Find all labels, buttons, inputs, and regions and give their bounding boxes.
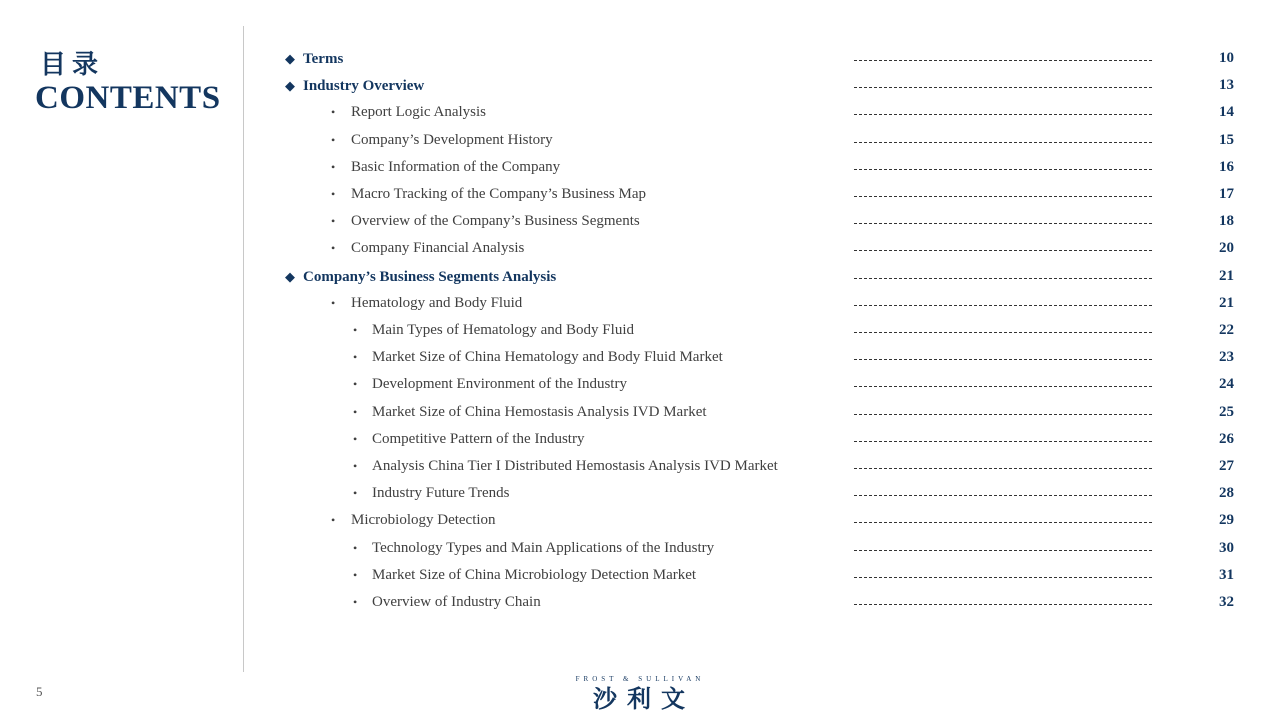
dot-bullet-icon: • — [331, 513, 336, 527]
dotted-leader — [854, 604, 1152, 605]
dotted-leader — [854, 278, 1152, 279]
toc-page-number: 20 — [1219, 240, 1234, 256]
dot-bullet-icon: • — [353, 541, 358, 555]
dot-bullet-icon: • — [331, 160, 336, 174]
dotted-leader — [854, 250, 1152, 251]
toc-entry[interactable] — [0, 480, 1280, 507]
dot-bullet-icon: • — [353, 595, 358, 609]
toc-entry[interactable] — [0, 371, 1280, 398]
dotted-leader — [854, 577, 1152, 578]
toc-entry-text: Market Size of China Microbiology Detection Market — [372, 567, 697, 583]
toc-page-number: 27 — [1219, 458, 1234, 474]
toc-entry-text: Main Types of Hematology and Body Fluid — [372, 322, 634, 338]
toc-entry-label — [331, 235, 524, 262]
toc-entry-label — [285, 72, 424, 100]
dotted-leader — [854, 386, 1152, 387]
toc-entry-label — [331, 99, 486, 126]
toc-entry[interactable] — [0, 399, 1280, 426]
dot-bullet-icon: • — [331, 214, 336, 228]
toc-page-number: 17 — [1219, 186, 1234, 202]
toc-entry-text: Terms — [303, 51, 344, 67]
toc-entry[interactable] — [0, 45, 1280, 72]
toc-entry[interactable] — [0, 263, 1280, 290]
toc-entry-label — [353, 371, 627, 398]
toc-entry[interactable] — [0, 72, 1280, 99]
toc-entry-text: Industry Future Trends — [372, 485, 510, 501]
toc-entry[interactable] — [0, 235, 1280, 262]
dot-bullet-icon: • — [353, 459, 358, 473]
toc-entry[interactable] — [0, 426, 1280, 453]
toc-entry-label — [331, 181, 646, 208]
dot-bullet-icon: • — [353, 568, 358, 582]
toc-entry[interactable] — [0, 127, 1280, 154]
toc-entry[interactable] — [0, 535, 1280, 562]
toc-entry-label — [353, 589, 541, 616]
dotted-leader — [854, 60, 1152, 61]
toc-entry-label — [353, 344, 723, 371]
page-title-cn: 目录 — [40, 50, 105, 80]
toc-entry-text: Company Financial Analysis — [351, 240, 525, 256]
page-number: 5 — [36, 684, 43, 699]
toc-entry-label — [353, 453, 778, 480]
toc-entry-label — [353, 562, 696, 589]
toc-entry[interactable] — [0, 181, 1280, 208]
toc-page-number: 21 — [1219, 268, 1234, 284]
dotted-leader — [854, 414, 1152, 415]
toc-entry-text: Company’s Business Segments Analysis — [303, 269, 557, 285]
toc-entry-label — [331, 208, 640, 235]
dotted-leader — [854, 550, 1152, 551]
toc-entry[interactable] — [0, 453, 1280, 480]
logo-text-cn: 沙利文 — [593, 685, 695, 713]
toc-page-number: 22 — [1219, 322, 1234, 338]
dot-bullet-icon: • — [353, 377, 358, 391]
toc-entry[interactable] — [0, 344, 1280, 371]
toc-entry-text: Development Environment of the Industry — [372, 376, 627, 392]
toc-page-number: 21 — [1219, 295, 1234, 311]
toc-page-number: 18 — [1219, 213, 1234, 229]
toc-page-number: 29 — [1219, 512, 1234, 528]
toc-page-number: 26 — [1219, 431, 1234, 447]
toc-entry[interactable] — [0, 507, 1280, 534]
toc-entry-label — [285, 263, 556, 291]
toc-page-number: 15 — [1219, 132, 1234, 148]
toc-page-number: 13 — [1219, 77, 1234, 93]
dot-bullet-icon: • — [353, 350, 358, 364]
dotted-leader — [854, 305, 1152, 306]
diamond-bullet-icon: ◆ — [285, 78, 295, 93]
toc-entry-label — [353, 399, 707, 426]
toc-entry-text: Competitive Pattern of the Industry — [372, 431, 585, 447]
toc-entry[interactable] — [0, 290, 1280, 317]
toc-entry-text: Company’s Development History — [351, 132, 553, 148]
dot-bullet-icon: • — [353, 405, 358, 419]
toc-entry-label — [353, 535, 714, 562]
dotted-leader — [854, 332, 1152, 333]
toc-entry-label — [331, 290, 522, 317]
dot-bullet-icon: • — [331, 241, 336, 255]
toc-entry[interactable] — [0, 208, 1280, 235]
toc-page-number: 30 — [1219, 540, 1234, 556]
dotted-leader — [854, 114, 1152, 115]
page-title: CONTENTS — [35, 80, 221, 116]
toc-entry-label — [353, 317, 634, 344]
toc-entry-text: Market Size of China Hemostasis Analysis IVD Market — [372, 404, 707, 420]
toc-page-number: 16 — [1219, 159, 1234, 175]
dotted-leader — [854, 441, 1152, 442]
dotted-leader — [854, 522, 1152, 523]
toc-page-number: 25 — [1219, 404, 1234, 420]
dot-bullet-icon: • — [353, 323, 358, 337]
toc-entry-label — [331, 127, 553, 154]
diamond-bullet-icon: ◆ — [285, 269, 295, 284]
frost-sullivan-logo — [560, 674, 720, 714]
dotted-leader — [854, 468, 1152, 469]
toc-entry-text: Technology Types and Main Applications of the Industry — [372, 540, 715, 556]
toc-page-number: 24 — [1219, 376, 1234, 392]
dotted-leader — [854, 142, 1152, 143]
dot-bullet-icon: • — [353, 432, 358, 446]
toc-page-number: 10 — [1219, 50, 1234, 66]
dotted-leader — [854, 196, 1152, 197]
toc-entry[interactable] — [0, 154, 1280, 181]
toc-entry-label — [285, 45, 343, 73]
dot-bullet-icon: • — [353, 486, 358, 500]
toc-entry-text: Basic Information of the Company — [351, 159, 561, 175]
toc-entry-label — [331, 507, 496, 534]
toc-entry-text: Analysis China Tier I Distributed Hemostasis Analysis IVD Market — [372, 458, 778, 474]
toc-entry-text: Industry Overview — [303, 78, 425, 94]
toc-entry-text: Microbiology Detection — [351, 512, 496, 528]
toc-page-number: 28 — [1219, 485, 1234, 501]
dot-bullet-icon: • — [331, 296, 336, 310]
toc-entry[interactable] — [0, 99, 1280, 126]
toc-entry-label — [353, 480, 510, 507]
dot-bullet-icon: • — [331, 187, 336, 201]
toc-entry[interactable] — [0, 317, 1280, 344]
toc-entry-text: Overview of the Company’s Business Segments — [351, 213, 640, 229]
toc-entry-label — [353, 426, 584, 453]
dotted-leader — [854, 495, 1152, 496]
toc-entry-text: Macro Tracking of the Company’s Business Map — [351, 186, 646, 202]
diamond-bullet-icon: ◆ — [285, 51, 295, 66]
dotted-leader — [854, 169, 1152, 170]
dot-bullet-icon: • — [331, 133, 336, 147]
dot-bullet-icon: • — [331, 105, 336, 119]
logo-text-en: FROST & SULLIVAN — [575, 675, 705, 683]
toc-page-number: 31 — [1219, 567, 1234, 583]
toc-page-number: 23 — [1219, 349, 1234, 365]
toc-entry[interactable] — [0, 562, 1280, 589]
toc-entry-label — [331, 154, 560, 181]
toc-entry-text: Market Size of China Hematology and Body Fluid Market — [372, 349, 723, 365]
toc-entry[interactable] — [0, 589, 1280, 616]
toc-page-number: 14 — [1219, 104, 1234, 120]
toc-entry-text: Overview of Industry Chain — [372, 594, 541, 610]
toc-entry-text: Report Logic Analysis — [351, 104, 486, 120]
toc-page-number: 32 — [1219, 594, 1234, 610]
toc-entry-text: Hematology and Body Fluid — [351, 295, 523, 311]
dotted-leader — [854, 223, 1152, 224]
dotted-leader — [854, 87, 1152, 88]
dotted-leader — [854, 359, 1152, 360]
